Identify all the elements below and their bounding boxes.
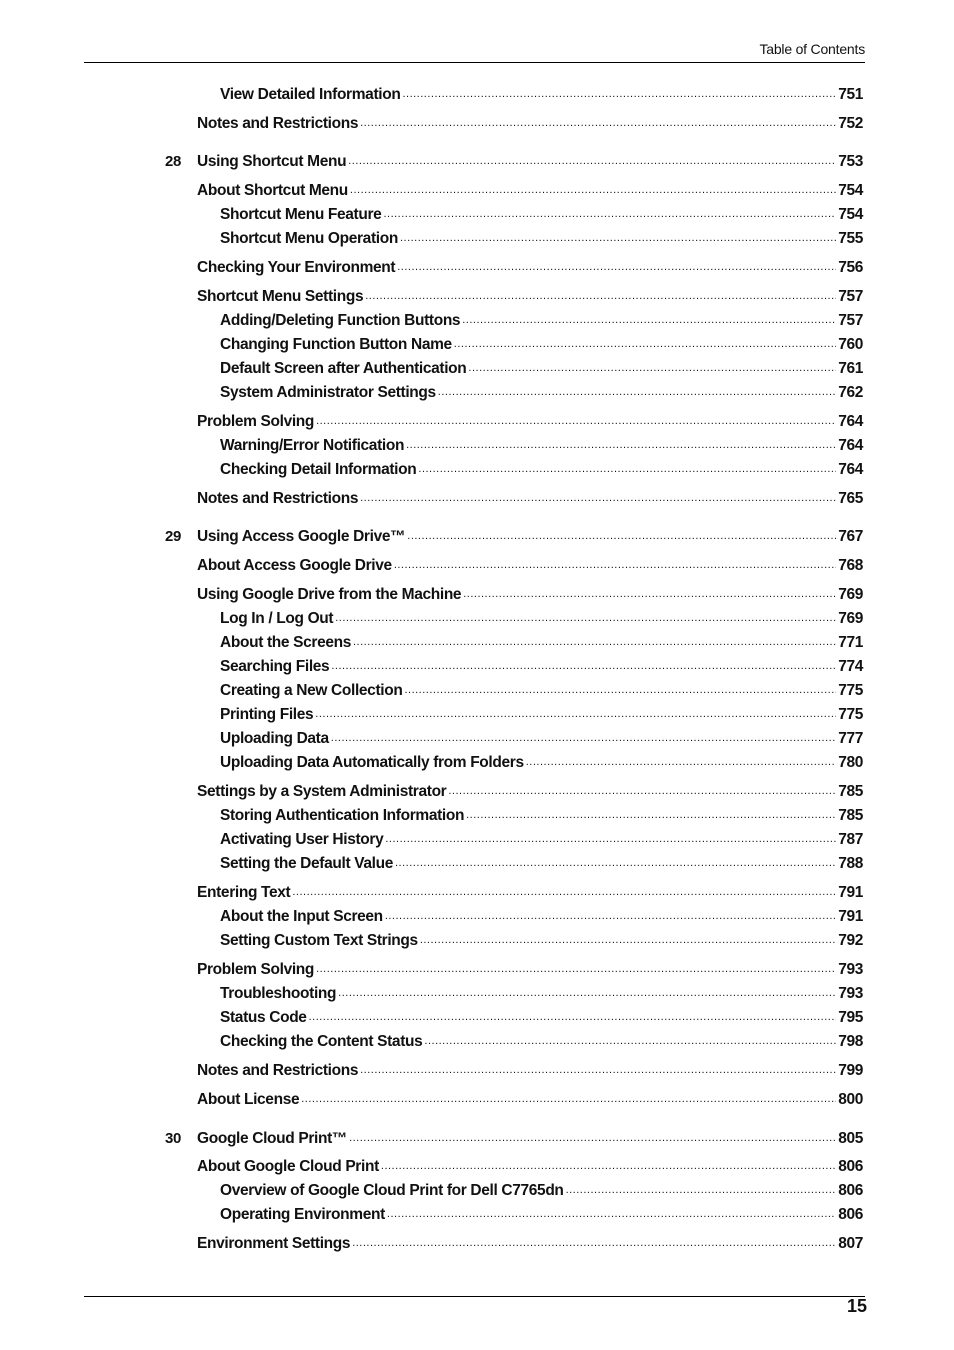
entry-page-number: 764 <box>838 461 863 478</box>
toc-entry[interactable] <box>0 335 954 355</box>
entry-title: Settings by a System Administrator <box>197 783 447 800</box>
toc-entry[interactable] <box>0 782 954 802</box>
dot-leader <box>353 632 836 652</box>
entry-title: Shortcut Menu Settings <box>197 288 364 305</box>
entry-page-number: 769 <box>838 610 863 627</box>
dot-leader <box>309 1007 837 1027</box>
dot-leader <box>335 608 836 628</box>
entry-page-number: 775 <box>838 706 863 723</box>
toc-entry[interactable] <box>0 960 954 980</box>
header-title: Table of Contents <box>759 41 865 57</box>
entry-page-number: 793 <box>838 961 863 978</box>
toc-entry[interactable] <box>0 489 954 509</box>
toc-entry[interactable] <box>0 705 954 725</box>
toc-chapter-entry[interactable] <box>0 527 954 547</box>
entry-title: Activating User History <box>220 831 384 848</box>
entry-title: Notes and Restrictions <box>197 1062 359 1079</box>
entry-page-number: 757 <box>838 312 863 329</box>
dot-leader <box>448 781 836 801</box>
dot-leader <box>349 1128 836 1148</box>
entry-title: About License <box>197 1091 300 1108</box>
entry-title: System Administrator Settings <box>220 384 436 401</box>
entry-page-number: 764 <box>838 437 863 454</box>
dot-leader <box>316 411 836 431</box>
toc-entry[interactable] <box>0 460 954 480</box>
toc-entry[interactable] <box>0 1205 954 1225</box>
entry-page-number: 793 <box>838 985 863 1002</box>
entry-title: Using Access Google Drive™ <box>197 528 406 545</box>
dot-leader <box>566 1180 837 1200</box>
toc-entry[interactable] <box>0 830 954 850</box>
dot-leader <box>387 1204 836 1224</box>
dot-leader <box>454 334 836 354</box>
entry-title: Checking Detail Information <box>220 461 417 478</box>
entry-title: Entering Text <box>197 884 291 901</box>
toc-entry[interactable] <box>0 114 954 134</box>
toc-entry[interactable] <box>0 1181 954 1201</box>
toc-entry[interactable] <box>0 229 954 249</box>
entry-title: Uploading Data <box>220 730 329 747</box>
dot-leader <box>360 1060 836 1080</box>
dot-leader <box>338 983 836 1003</box>
dot-leader <box>418 459 836 479</box>
entry-title: Adding/Deleting Function Buttons <box>220 312 461 329</box>
entry-page-number: 775 <box>838 682 863 699</box>
toc-entry[interactable] <box>0 205 954 225</box>
toc-entry[interactable] <box>0 657 954 677</box>
dot-leader <box>400 228 836 248</box>
chapter-number: 30 <box>165 1130 181 1147</box>
toc-entry[interactable] <box>0 436 954 456</box>
toc-entry[interactable] <box>0 1032 954 1052</box>
entry-title: Checking the Content Status <box>220 1033 423 1050</box>
toc-entry[interactable] <box>0 412 954 432</box>
dot-leader <box>438 382 836 402</box>
entry-page-number: 764 <box>838 413 863 430</box>
entry-title: Default Screen after Authentication <box>220 360 467 377</box>
entry-title: Shortcut Menu Operation <box>220 230 398 247</box>
dot-leader <box>331 656 836 676</box>
entry-page-number: 760 <box>838 336 863 353</box>
entry-page-number: 791 <box>838 884 863 901</box>
entry-title: Warning/Error Notification <box>220 437 405 454</box>
dot-leader <box>360 488 836 508</box>
dot-leader <box>406 435 836 455</box>
dot-leader <box>316 959 836 979</box>
entry-page-number: 753 <box>838 153 863 170</box>
entry-page-number: 757 <box>838 288 863 305</box>
entry-page-number: 798 <box>838 1033 863 1050</box>
entry-page-number: 791 <box>838 908 863 925</box>
entry-title: About the Screens <box>220 634 351 651</box>
entry-page-number: 807 <box>838 1235 863 1252</box>
entry-page-number: 792 <box>838 932 863 949</box>
toc-entry[interactable] <box>0 883 954 903</box>
entry-title: Printing Files <box>220 706 314 723</box>
entry-page-number: 785 <box>838 807 863 824</box>
dot-leader <box>420 930 836 950</box>
entry-title: Shortcut Menu Feature <box>220 206 382 223</box>
chapter-number: 29 <box>165 528 181 545</box>
entry-title: About Access Google Drive <box>197 557 392 574</box>
entry-page-number: 787 <box>838 831 863 848</box>
toc-entry[interactable] <box>0 1061 954 1081</box>
entry-title: Creating a New Collection <box>220 682 403 699</box>
dot-leader <box>365 286 836 306</box>
toc-entry[interactable] <box>0 556 954 576</box>
toc-entry[interactable] <box>0 383 954 403</box>
entry-title: Setting Custom Text Strings <box>220 932 418 949</box>
entry-title: View Detailed Information <box>220 86 401 103</box>
toc-entry[interactable] <box>0 729 954 749</box>
entry-title: Using Shortcut Menu <box>197 153 347 170</box>
entry-title: Checking Your Environment <box>197 259 396 276</box>
dot-leader <box>385 906 836 926</box>
entry-title: Overview of Google Cloud Print for Dell C7765dn <box>220 1182 564 1199</box>
entry-title: Log In / Log Out <box>220 610 334 627</box>
dot-leader <box>466 805 836 825</box>
header-rule <box>84 62 865 63</box>
dot-leader <box>407 526 836 546</box>
entry-title: Notes and Restrictions <box>197 490 359 507</box>
entry-page-number: 751 <box>838 86 863 103</box>
entry-page-number: 754 <box>838 206 863 223</box>
toc-entry[interactable] <box>0 609 954 629</box>
dot-leader <box>424 1031 836 1051</box>
dot-leader <box>404 680 836 700</box>
toc-entry[interactable] <box>0 1157 954 1177</box>
toc-entry[interactable] <box>0 854 954 874</box>
dot-leader <box>395 853 836 873</box>
dot-leader <box>385 829 836 849</box>
toc-entry[interactable] <box>0 287 954 307</box>
toc-entry[interactable] <box>0 85 954 105</box>
toc-entry[interactable] <box>0 585 954 605</box>
toc-chapter-entry[interactable] <box>0 152 954 172</box>
entry-title: Environment Settings <box>197 1235 351 1252</box>
entry-page-number: 756 <box>838 259 863 276</box>
entry-page-number: 800 <box>838 1091 863 1108</box>
dot-leader <box>402 84 836 104</box>
dot-leader <box>526 752 836 772</box>
entry-page-number: 806 <box>838 1158 863 1175</box>
toc-entry[interactable] <box>0 258 954 278</box>
entry-page-number: 754 <box>838 182 863 199</box>
toc-entry[interactable] <box>0 984 954 1004</box>
entry-page-number: 805 <box>838 1130 863 1147</box>
entry-title: Setting the Default Value <box>220 855 393 872</box>
entry-page-number: 771 <box>838 634 863 651</box>
dot-leader <box>352 1233 836 1253</box>
toc-entry[interactable] <box>0 931 954 951</box>
entry-page-number: 806 <box>838 1182 863 1199</box>
dot-leader <box>292 882 836 902</box>
toc-entry[interactable] <box>0 1234 954 1254</box>
entry-page-number: 762 <box>838 384 863 401</box>
dot-leader <box>381 1156 836 1176</box>
entry-title: About the Input Screen <box>220 908 383 925</box>
entry-title: Google Cloud Print™ <box>197 1130 348 1147</box>
page-number: 15 <box>846 1296 867 1316</box>
dot-leader <box>462 310 836 330</box>
entry-title: Uploading Data Automatically from Folders <box>220 754 524 771</box>
dot-leader <box>360 113 836 133</box>
chapter-number: 28 <box>165 153 181 170</box>
dot-leader <box>468 358 836 378</box>
dot-leader <box>394 555 836 575</box>
entry-title: Problem Solving <box>197 961 315 978</box>
footer-rule <box>84 1296 865 1297</box>
entry-page-number: 755 <box>838 230 863 247</box>
toc-entry[interactable] <box>0 181 954 201</box>
dot-leader <box>331 728 836 748</box>
entry-title: Storing Authentication Information <box>220 807 465 824</box>
entry-title: About Google Cloud Print <box>197 1158 379 1175</box>
dot-leader <box>301 1089 836 1109</box>
toc-entry[interactable] <box>0 311 954 331</box>
entry-title: Changing Function Button Name <box>220 336 452 353</box>
entry-page-number: 780 <box>838 754 863 771</box>
dot-leader <box>348 151 836 171</box>
entry-page-number: 777 <box>838 730 863 747</box>
entry-page-number: 769 <box>838 586 863 603</box>
entry-page-number: 799 <box>838 1062 863 1079</box>
toc-entry[interactable] <box>0 806 954 826</box>
entry-page-number: 785 <box>838 783 863 800</box>
entry-page-number: 806 <box>838 1206 863 1223</box>
entry-page-number: 761 <box>838 360 863 377</box>
toc-entry[interactable] <box>0 681 954 701</box>
dot-leader <box>315 704 836 724</box>
entry-title: Notes and Restrictions <box>197 115 359 132</box>
toc-entry[interactable] <box>0 359 954 379</box>
entry-page-number: 752 <box>838 115 863 132</box>
toc-entry[interactable] <box>0 633 954 653</box>
entry-title: Status Code <box>220 1009 307 1026</box>
toc-entry[interactable] <box>0 1090 954 1110</box>
entry-page-number: 788 <box>838 855 863 872</box>
toc-entry[interactable] <box>0 907 954 927</box>
toc-chapter-entry[interactable] <box>0 1129 954 1149</box>
toc-entry[interactable] <box>0 753 954 773</box>
entry-page-number: 767 <box>838 528 863 545</box>
dot-leader <box>463 584 836 604</box>
entry-page-number: 765 <box>838 490 863 507</box>
entry-title: Searching Files <box>220 658 330 675</box>
entry-title: Operating Environment <box>220 1206 385 1223</box>
entry-title: Problem Solving <box>197 413 315 430</box>
entry-page-number: 774 <box>838 658 863 675</box>
toc-entry[interactable] <box>0 1008 954 1028</box>
entry-page-number: 795 <box>838 1009 863 1026</box>
dot-leader <box>397 257 836 277</box>
entry-title: Troubleshooting <box>220 985 337 1002</box>
dot-leader <box>383 204 836 224</box>
entry-title: Using Google Drive from the Machine <box>197 586 462 603</box>
entry-page-number: 768 <box>838 557 863 574</box>
dot-leader <box>350 180 836 200</box>
entry-title: About Shortcut Menu <box>197 182 348 199</box>
